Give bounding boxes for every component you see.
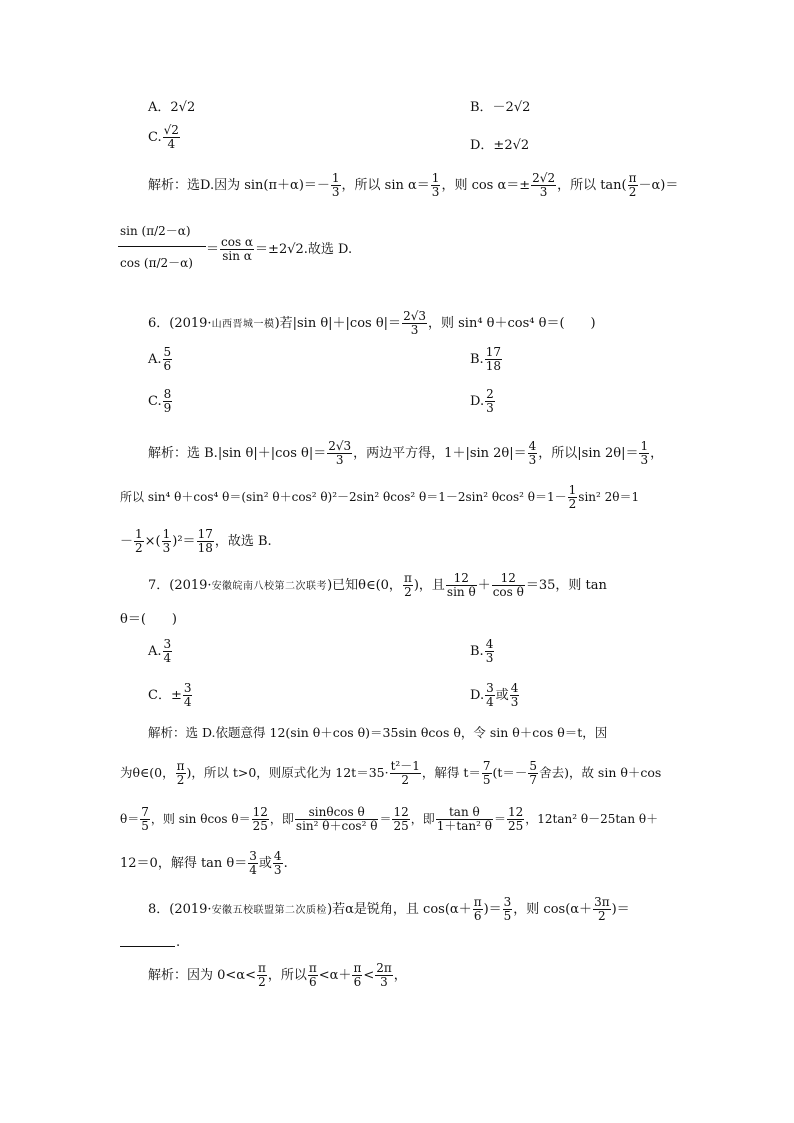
q8-answer-blank	[120, 946, 175, 947]
q7-option-d: D. $\frac{3}{4}$ 或 $\frac{4}{3}$	[470, 681, 519, 709]
q5-solution-line-2: ＝ $\frac{\text{cos α}}{\text{sin α}}$ ＝±2√2.故选 D.	[206, 235, 353, 263]
q8-solution-line-1: 解析：因为 0<α< $\frac{\pi}{2}$ ，所以 $\frac{\pi}{6}$ <α＋ $\frac{\pi}{6}$ < $\frac{2\pi}{3}$ ，	[148, 961, 407, 989]
q5-big-fraction-numerator: sin (π/2－α)	[120, 224, 191, 238]
q6-option-a: A. $\frac{5}{6}$	[148, 345, 172, 373]
q5-option-c: C. $\frac{√2}{4}$	[148, 123, 179, 151]
q8-blank-end: .	[176, 935, 181, 950]
q5-option-d: D．±2√2	[470, 138, 530, 153]
q6-solution-line-1: 解析：选 B.|sin θ|＋|cos θ|＝ $\frac{2√3}{3}$ ，两边平方得，1＋|sin 2θ|＝ $\frac{4}{3}$ ，所以|sin 2θ|＝ $\frac{1}{3}$ ，	[148, 439, 664, 467]
q6-option-d: D. $\frac{2}{3}$	[470, 387, 494, 415]
q8-question-line-1: 8．(2019·安徽五校联盟第二次质检)若α是锐角，且 cos(α＋ $\frac{\pi}{6}$ )＝ $\frac{3}{5}$ ，则 cos(α＋ $\frac{3\pi}{2}$ )＝	[148, 895, 630, 923]
q7-solution-line-2: 为θ∈(0， $\frac{\pi}{2}$ )，所以 t>0，则原式化为 12t＝35· $\frac{\text{t²－1}}{2}$ ，解得 t＝ $\frac{7}{5}$ (t＝－ $\frac{5}{7}$ 舍去)，故 sin θ＋cos	[120, 759, 662, 787]
q7-option-b: B. $\frac{4}{3}$	[470, 637, 494, 665]
q7-question-line-2: θ＝( )	[120, 612, 177, 627]
q5-solution-line-1: 解析：选D.因为 sin(π＋α)＝－ $\frac{1}{3}$ ，所以 sin α＝ $\frac{1}{3}$ ，则 cos α＝± $\frac{2√2}{3}$ ，所以 tan( $\frac{\pi}{2}$ －α)＝	[148, 171, 679, 199]
q6-option-c: C. $\frac{8}{9}$	[148, 387, 172, 415]
q6-option-b: B. $\frac{17}{18}$	[470, 345, 501, 373]
q5-big-fraction	[118, 222, 208, 282]
q7-option-c: C．± $\frac{3}{4}$	[148, 681, 192, 709]
q7-solution-line-1: 解析：选 D.依题意得 12(sin θ＋cos θ)＝35sin θcos θ，令 sin θ＋cos θ＝t，因	[148, 725, 608, 740]
q7-solution-line-4: 12＝0，解得 tan θ＝ $\frac{3}{4}$ 或 $\frac{4}{3}$ .	[120, 849, 288, 877]
q5-option-b: B．－2√2	[470, 100, 531, 115]
q6-solution-line-3: － $\frac{1}{2}$ ×( $\frac{1}{3}$ )²＝ $\frac{17}{18}$ ，故选 B.	[120, 527, 272, 555]
q6-solution-line-2: 所以 sin⁴ θ＋cos⁴ θ＝(sin² θ＋cos² θ)²－2sin² θcos² θ＝1－2sin² θcos² θ＝1－ $\frac{1}{2}$ sin² 2θ＝1	[120, 483, 640, 511]
q5-option-a: A．2√2	[148, 100, 196, 115]
q7-option-a: A. $\frac{3}{4}$	[148, 637, 172, 665]
q5-big-fraction-denominator: cos (π/2－α)	[120, 256, 193, 270]
q7-question-line-1: 7．(2019·安徽皖南八校第二次联考)已知θ∈(0， $\frac{\pi}{2}$ )，且 $\frac{12}{\text{sin θ}}$ ＋ $\frac{12}{\text{cos θ}}$ ＝35，则 tan	[148, 571, 607, 599]
q7-solution-line-3: θ＝ $\frac{7}{5}$ ，则 sin θcos θ＝ $\frac{12}{25}$ ，即 $\frac{\text{sinθcos θ}}{\text{sin² θ＋cos² θ}}$ ＝ $\frac{12}{25}$ ，即 $\frac{\text{tan θ}}{\text{1＋tan² θ}}$ ＝ $\frac{12}{25}$ ，12tan² θ－25tan θ＋	[120, 805, 659, 833]
q6-question: 6．(2019·山西晋城一模)若|sin θ|＋|cos θ|＝ $\frac{2√3}{3}$ ，则 sin⁴ θ＋cos⁴ θ＝( )	[148, 309, 596, 337]
